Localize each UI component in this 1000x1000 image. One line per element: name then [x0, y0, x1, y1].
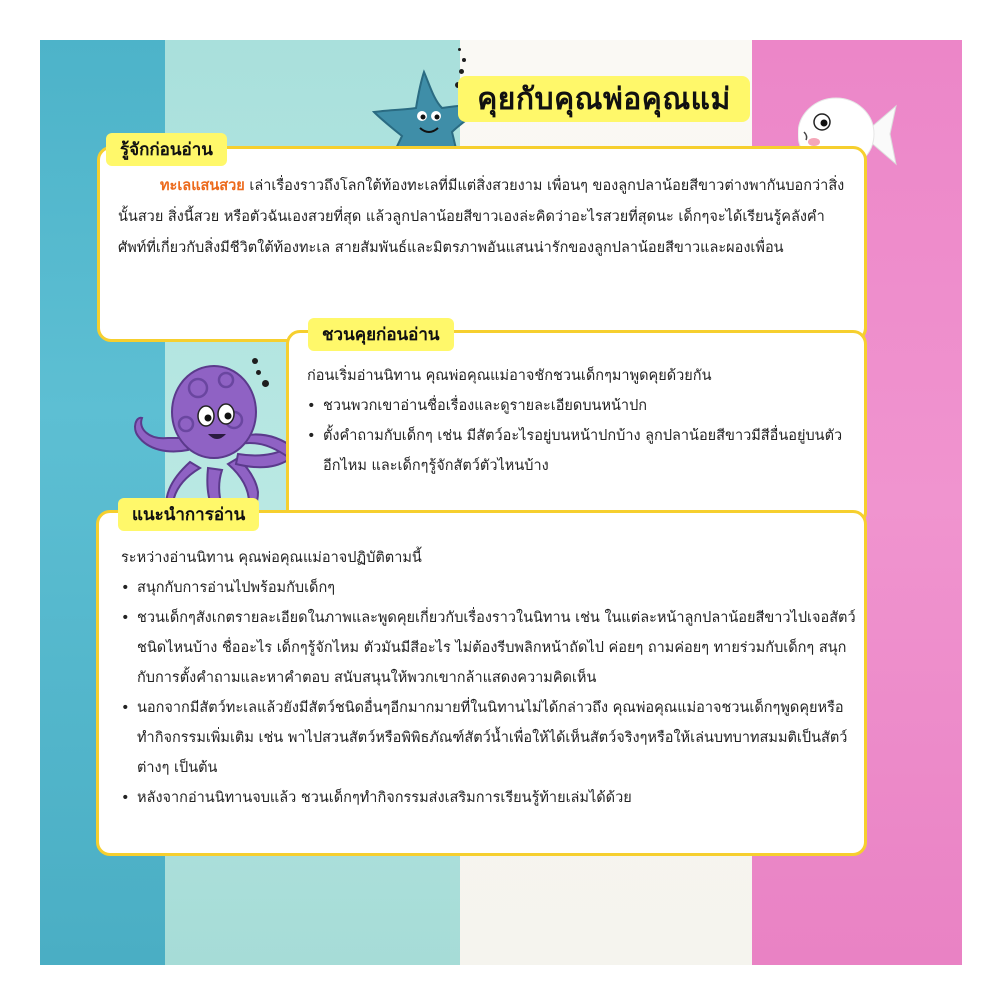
list-item: • สนุกกับการอ่านไปพร้อมกับเด็กๆ [121, 573, 861, 603]
section-heading-reading-tips: แนะนำการอ่าน [118, 498, 259, 531]
section-card-intro [97, 146, 867, 342]
book-title-highlight: ทะเลแสนสวย [160, 178, 245, 194]
talk-intro: ก่อนเริ่มอ่านนิทาน คุณพ่อคุณแม่อาจชักชวนเด็กๆมาพูดคุยด้วยกัน [307, 368, 712, 384]
section-heading-talk: ชวนคุยก่อนอ่าน [308, 318, 454, 351]
list-item: • ตั้งคำถามกับเด็กๆ เช่น มีสัตว์อะไรอยู่บนหน้าปกบ้าง ลูกปลาน้อยสีขาวมีสีอื่นอยู่บนตัวอีกไหม และเด็กๆรู้จักสัตว์ตัวไหนบ้าง [307, 421, 852, 481]
tips-body [121, 543, 861, 813]
section-heading-intro: รู้จักก่อนอ่าน [106, 133, 227, 166]
section-card-reading-tips [96, 510, 867, 856]
tips-list [121, 573, 861, 813]
section-card-talk [286, 330, 867, 526]
list-item: • ชวนเด็กๆสังเกตรายละเอียดในภาพและพูดคุยเกี่ยวกับเรื่องราวในนิทาน เช่น ในแต่ละหน้าลูกปลาน้อยสีขาวไปเจอสัตว์ชนิดไหนบ้าง ชื่ออะไร เด็กๆรู้จักไหม ตัวมันมีสีอะไร ไม่ต้องรีบพลิกหน้าถัดไป ค่อยๆ ถามค่อยๆ ทายร่วมกับเด็กๆ สนุกกับการตั้งคำถามและหาคำตอบ สนับสนุนให้พวกเขากล้าแสดงความคิดเห็น [121, 603, 861, 693]
talk-list [307, 391, 852, 481]
page-title-box [458, 76, 750, 122]
bubble-icon [458, 48, 461, 51]
talk-body [307, 361, 852, 481]
bubble-icon [462, 58, 466, 62]
list-item: • ชวนพวกเขาอ่านชื่อเรื่องและดูรายละเอียดบนหน้าปก [307, 391, 852, 421]
list-item: • หลังจากอ่านนิทานจบแล้ว ชวนเด็กๆทำกิจกรรมส่งเสริมการเรียนรู้ท้ายเล่มได้ด้วย [121, 783, 861, 813]
page-title: คุยกับคุณพ่อคุณแม่ [477, 81, 731, 117]
intro-text: เล่าเรื่องราวถึงโลกใต้ท้องทะเลที่มีแต่สิ่งสวยงาม เพื่อนๆ ของลูกปลาน้อยสีขาวต่างพากันบอกว่าสิ่งนั้นสวย สิ่งนี้สวย หรือตัวฉันเองสวยที่สุด แล้วลูกปลาน้อยสีขาวเองล่ะคิดว่าอะไรสวยที่สุดนะ เด็กๆจะได้เรียนรู้คลังคำศัพท์ที่เกี่ยวกับสิ่งมีชีวิตใต้ท้องทะเล สายสัมพันธ์และมิตรภาพอันแสนน่ารักของลูกปลาน้อยสีขาวและผองเพื่อน [118, 178, 845, 256]
intro-paragraph [118, 171, 848, 264]
list-item: • นอกจากมีสัตว์ทะเลแล้วยังมีสัตว์ชนิดอื่นๆอีกมากมายที่ในนิทานไม่ได้กล่าวถึง คุณพ่อคุณแม่อาจชวนเด็กๆพูดคุยหรือทำกิจกรรมเพิ่มเติม เช่น พาไปสวนสัตว์หรือพิพิธภัณฑ์สัตว์น้ำเพื่อให้ได้เห็นสัตว์จริงๆหรือให้เล่นบทบาทสมมติเป็นสัตว์ต่างๆ เป็นต้น [121, 693, 861, 783]
tips-intro: ระหว่างอ่านนิทาน คุณพ่อคุณแม่อาจปฏิบัติตามนี้ [121, 550, 422, 566]
